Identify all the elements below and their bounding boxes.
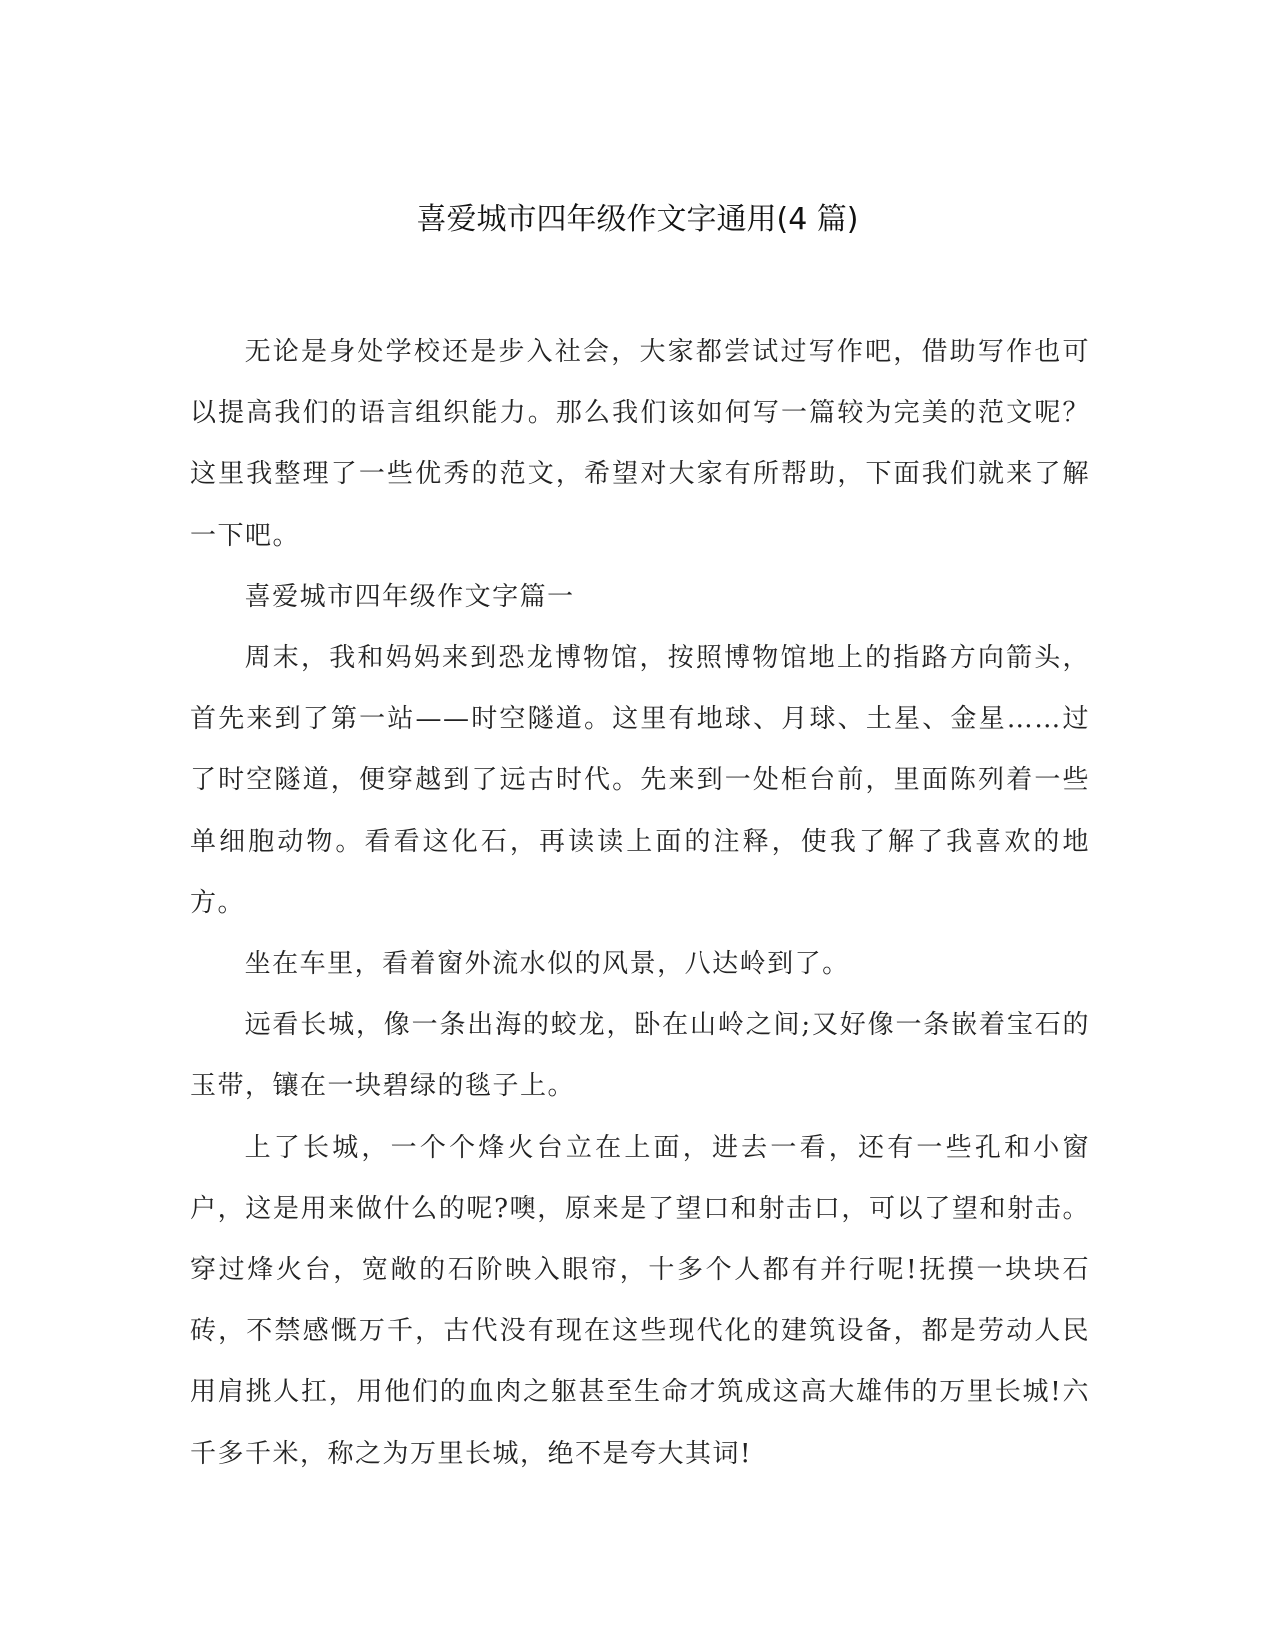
document-title: 喜爱城市四年级作文字通用(4 篇) [416,202,859,237]
body-paragraph: 上了长城，一个个烽火台立在上面，进去一看，还有一些孔和小窗户，这是用来做什么的呢?噢，原来是了望口和射击口，可以了望和射击。穿过烽火台，宽敞的石阶映入眼帘，十多个人都有并行呢!抚摸一块块石砖，不禁感慨万千，古代没有现在这些现代化的建筑设备，都是劳动人民用肩挑人扛，用他们的血肉之躯甚至生命才筑成这高大雄伟的万里长城!六千多千米，称之为万里长城，绝不是夸大其词! [190,1132,1090,1469]
intro-paragraph: 无论是身处学校还是步入社会，大家都尝试过写作吧，借助写作也可以提高我们的语言组织能力。那么我们该如何写一篇较为完美的范文呢？这里我整理了一些优秀的范文，希望对大家有所帮助，下面我们就来了解一下吧。 [190,337,1090,551]
section-heading: 喜爱城市四年级作文字篇一 [244,581,575,612]
body-paragraph: 坐在车里，看着窗外流水似的风景，八达岭到了。 [244,949,850,980]
document-body [190,322,1090,1485]
body-paragraph: 远看长城，像一条出海的蛟龙，卧在山岭之间;又好像一条嵌着宝石的玉带，镶在一块碧绿的毯子上。 [190,1010,1090,1102]
body-paragraph: 周末，我和妈妈来到恐龙博物馆，按照博物馆地上的指路方向箭头，首先来到了第一站——时空隧道。这里有地球、月球、土星、金星……过了时空隧道，便穿越到了远古时代。先来到一处柜台前，里面陈列着一些单细胞动物。看看这化石，再读读上面的注释，使我了解了我喜欢的地方。 [190,643,1090,918]
